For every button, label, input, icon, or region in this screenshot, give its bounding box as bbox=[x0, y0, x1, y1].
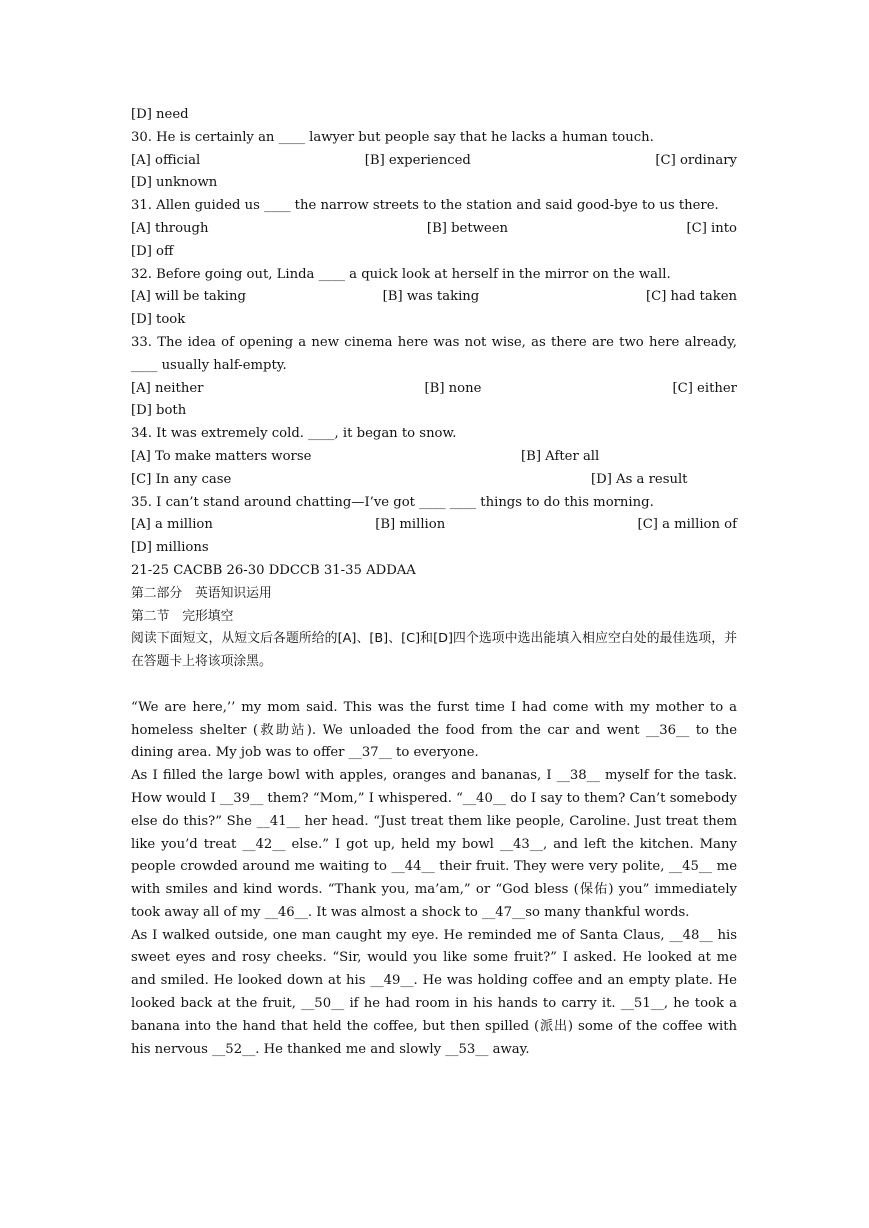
option-a: [A] To make matters worse bbox=[131, 448, 312, 464]
question-32-stem: 32. Before going out, Linda ____ a quick look at herself in the mirror on the wall. bbox=[131, 266, 671, 282]
option-c: [C] a million of bbox=[637, 517, 737, 533]
option-a: [A] through bbox=[131, 220, 209, 236]
option-c: [C] In any case bbox=[131, 471, 232, 487]
option-c: [C] either bbox=[672, 380, 737, 396]
passage-paragraph-3: As I walked outside, one man caught my eye. He reminded me of Santa Claus, __48__ his sweet eyes and rosy cheeks. “Sir, would you like some fruit?” I asked. He looked at me and smiled. He looked down at his __49__. He was holding coffee and an empty plate. He looked back at the fruit, __50__ if he had room in his hands to carry it. __51__, he took a banana into the hand that held the coffee, but then spilled (派出) some of the coffee with his nervous __52__. He thanked me and slowly __53__ away. bbox=[131, 927, 737, 1057]
question-35-options bbox=[131, 514, 737, 537]
option-b: [B] was taking bbox=[382, 289, 480, 305]
passage-paragraph-1: “We are here,’’ my mom said. This was the furst time I had come with my mother to a homeless shelter (救助站). We unloaded the food from the car and went __36__ to the dining area. My job was to offer __37__ to everyone. bbox=[131, 699, 737, 761]
question-34-options-row1 bbox=[131, 446, 737, 469]
option-c: [C] into bbox=[686, 220, 737, 236]
option-a: [A] official bbox=[131, 152, 201, 168]
option-b: [B] between bbox=[426, 220, 509, 236]
question-31-stem: 31. Allen guided us ____ the narrow streets to the station and said good-bye to us there. bbox=[131, 198, 719, 214]
question-34-stem: 34. It was extremely cold. ____, it began to snow. bbox=[131, 426, 457, 442]
option-a: [A] will be taking bbox=[131, 289, 246, 305]
part-heading: 第二部分 英语知识运用 bbox=[131, 585, 272, 601]
option-d: [D] millions bbox=[131, 540, 209, 556]
instructions: 阅读下面短文，从短文后各题所给的[A]、[B]、[C]和[D]四个选项中选出能填入相应空白处的最佳选项，并在答题卡上将该项涂黑。 bbox=[131, 631, 737, 670]
q29-option-d: [D] need bbox=[131, 107, 189, 122]
question-30-stem: 30. He is certainly an ____ lawyer but people say that he lacks a human touch. bbox=[131, 129, 654, 145]
passage-paragraph-2: As I filled the large bowl with apples, oranges and bananas, I __38__ myself for the task. How would I __39__ them? “Mom,” I whispered. “__40__ do I say to them? Can’t somebody else do this?” She __41__ her head. “Just treat them like people, Caroline. Just treat them like you’d treat __42__ else.” I got up, held my bowl __43__, and left the kitchen. Many people crowded around me waiting to __44__ their fruit. They were very polite, __45__ me with smiles and kind words. “Thank you, ma’am,” or “God bless (保佑) you” immediately took away all of my __46__. It was almost a shock to __47__so many thankful words. bbox=[131, 768, 737, 920]
option-d: [D] both bbox=[131, 403, 187, 419]
option-a: [A] a million bbox=[131, 517, 213, 533]
answer-key: 21-25 CACBB 26-30 DDCCB 31-35 ADDAA bbox=[131, 562, 416, 578]
question-34-options-row2 bbox=[131, 469, 737, 492]
question-31-options bbox=[131, 218, 737, 241]
option-c: [C] ordinary bbox=[655, 152, 737, 168]
option-d: [D] took bbox=[131, 312, 186, 328]
question-33-options bbox=[131, 378, 737, 401]
option-c: [C] had taken bbox=[645, 289, 737, 305]
option-d: [D] off bbox=[131, 243, 174, 259]
option-d: [D] unknown bbox=[131, 175, 218, 191]
question-30-options bbox=[131, 150, 737, 173]
question-32-options bbox=[131, 286, 737, 309]
option-a: [A] neither bbox=[131, 380, 204, 396]
option-b: [B] After all bbox=[521, 448, 600, 464]
question-33-stem: 33. The idea of opening a new cinema here was not wise, as there are two here already, ____ usually half-empty. bbox=[131, 334, 737, 373]
option-d: [D] As a result bbox=[591, 471, 688, 487]
spacer bbox=[131, 674, 737, 697]
option-b: [B] experienced bbox=[364, 152, 471, 168]
question-35-stem: 35. I can’t stand around chatting—I’ve got ____ ____ things to do this morning. bbox=[131, 494, 654, 510]
document-page bbox=[131, 104, 737, 1061]
option-b: [B] million bbox=[375, 517, 446, 533]
option-b: [B] none bbox=[424, 380, 482, 396]
section-heading: 第二节 完形填空 bbox=[131, 608, 234, 624]
